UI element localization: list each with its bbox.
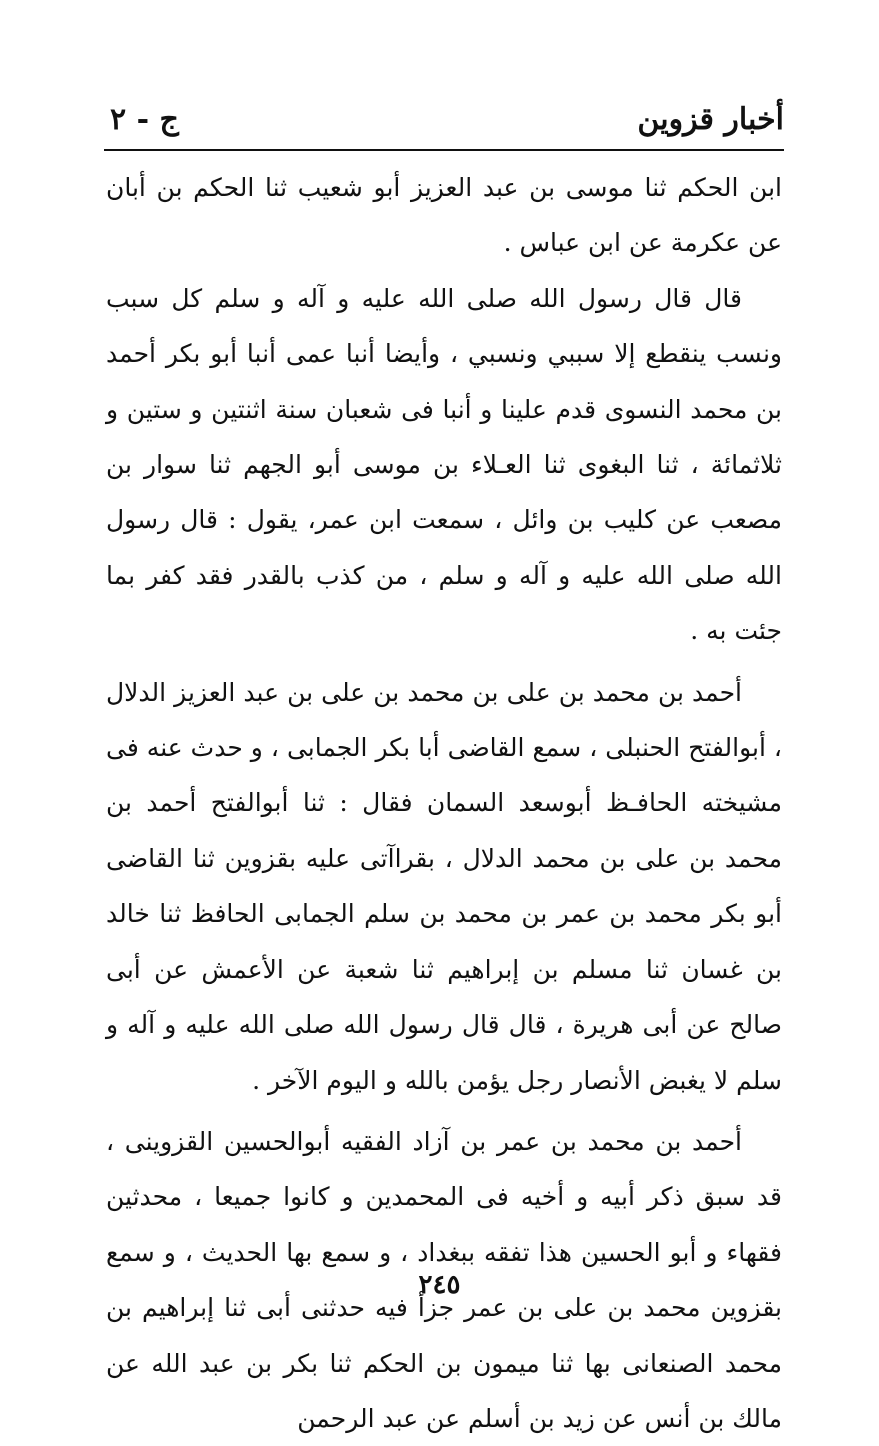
book-title: أخبار قزوين <box>637 102 784 137</box>
page-number: ٢٤٥ <box>418 1270 461 1300</box>
paragraph-4: أحمد بن محمد بن عمر بن آزاد الفقيه أبوالحسين القزوينى ، قد سبق ذكر أبيه و أخيه فى المحمدين و كانوا جميعا ، محدثين فقهاء و أبو الحسين هذا تفقه ببغداد ، و سمع بها الحديث ، و سمع بقزوين محمد بن على بن عمر جزأ فيه حدثنى أبى ثنا إبراهيم بن محمد الصنعانى بها ثنا ميمون بن الحكم ثنا بكر بن عبد الله عن مالك بن أنس عن زيد بن أسلم عن عبد الرحمن <box>106 1126 782 1433</box>
body-text <box>106 160 782 1446</box>
running-header <box>104 92 784 150</box>
paragraph-1: ابن الحكم ثنا موسى بن عبد العزيز أبو شعيب ثنا الحكم بن أبان عن عكرمة عن ابن عباس . <box>106 173 782 258</box>
paragraph-3: أحمد بن محمد بن على بن محمد بن على بن عبد العزيز الدلال ، أبوالفتح الحنبلى ، سمع القاضى أبا بكر الجمابى ، و حدث عنه فى مشيخته الحافـظ أبوسعد السمان فقال : ثنا أبوالفتح أحمد بن محمد بن على بن محمد الدلال ، بقراآتى عليه بقزوين ثنا القاضى أبو بكر محمد بن عمر بن محمد بن سلم الجمابى الحافظ ثنا خالد بن غسان ثنا مسلم بن إبراهيم ثنا شعبة عن الأعمش عن أبى صالح عن أبى هريرة ، قال قال رسول الله صلى الله عليه و آله و سلم لا يغبض الأنصار رجل يؤمن بالله و اليوم الآخر . <box>106 677 782 1095</box>
header-divider <box>104 149 784 151</box>
paragraph-2: قال قال رسول الله صلى الله عليه و آله و سلم كل سبب ونسب ينقطع إلا سببي ونسبي ، وأيضا أنبا عمى أنبا أبو بكر أحمد بن محمد النسوى قدم علينا و أنبا فى شعبان سنة اثنتين و ستين و ثلاثمائة ، ثنا البغوى ثنا العـلاء بن موسى أبو الجهم ثنا سوار بن مصعب عن كليب بن وائل ، سمعت ابن عمر، يقول : قال رسول الله صلى الله عليه و آله و سلم ، من كذب بالقدر فقد كفر بما جئت به . <box>106 283 782 646</box>
volume-label: ج - ٢ <box>110 102 179 137</box>
